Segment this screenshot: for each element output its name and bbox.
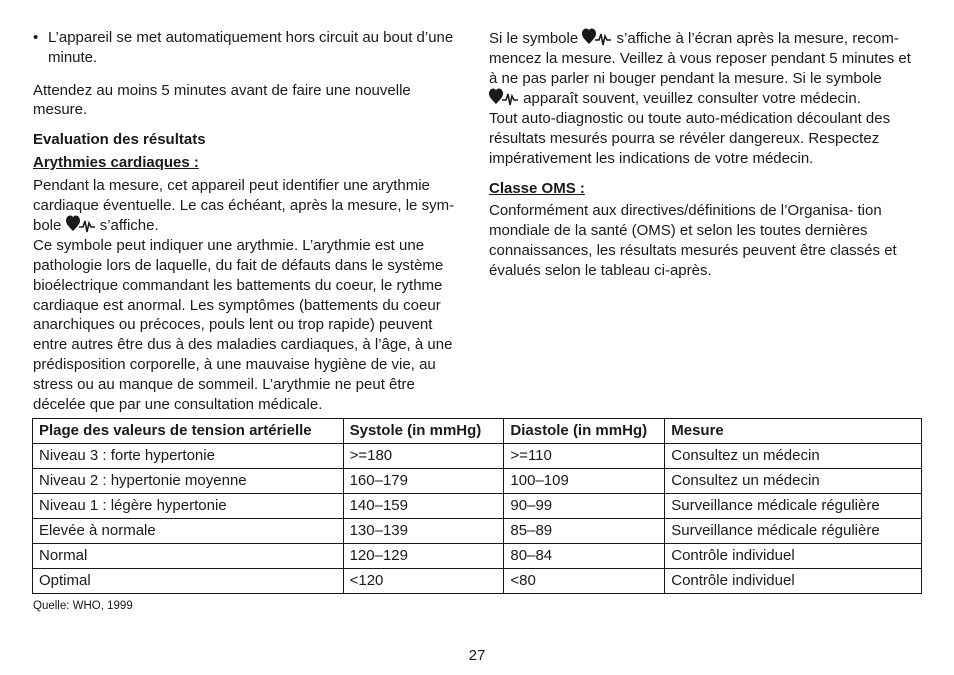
left-column	[33, 28, 463, 414]
cell-range: Niveau 1 : légère hypertonie	[33, 494, 344, 519]
cell-measure: Consultez un médecin	[665, 469, 922, 494]
cell-range: Niveau 2 : hypertonie moyenne	[33, 469, 344, 494]
cell-measure: Surveillance médicale régulière	[665, 494, 922, 519]
cell-systole: >=180	[343, 444, 504, 469]
arrhythmia-p1-before: Pendant la mesure, cet appareil peut identifier une arythmie cardiaque éventuelle. Le cas échéant, après la mesure, le sym- bole	[33, 176, 455, 235]
cell-systole: 140–159	[343, 494, 504, 519]
arrhythmia-p1-after: s’affiche.	[99, 217, 159, 235]
repeat-p1-before: Si le symbole	[489, 30, 579, 47]
cell-range: Normal	[33, 544, 344, 569]
table-header-row	[33, 419, 922, 444]
heart-with-pulse-icon	[582, 28, 612, 46]
evaluation-heading: Evaluation des résultats	[33, 131, 206, 149]
blood-pressure-table	[32, 418, 922, 594]
table-row	[33, 469, 922, 494]
table-row	[33, 494, 922, 519]
cell-systole: 160–179	[343, 469, 504, 494]
heart-with-pulse-icon	[489, 88, 519, 106]
arrhythmia-paragraph-2: Ce symbole peut indiquer une arythmie. L’arythmie est une pathologie lors de laquelle, du fait de défauts dans le système bioélectrique commandant les battements du coeur, le rythme cardiaque est anormal. Les symptômes (battements du coeur anarchiques ou précoces, pouls lent ou trop rapide) peuvent entre autres être dus à des maladies cardiaques, à l’âge, à une prédisposition corporelle, à une mauvaise hygiène de vie, au stress ou au manque de sommeil. L’arythmie ne peut être décelée que par une consultation médicale.	[33, 237, 453, 413]
cell-diastole: <80	[504, 569, 665, 594]
cell-diastole: 90–99	[504, 494, 665, 519]
cell-diastole: 80–84	[504, 544, 665, 569]
cell-measure: Consultez un médecin	[665, 444, 922, 469]
cell-systole: 120–129	[343, 544, 504, 569]
header-diastole: Diastole (in mmHg)	[504, 419, 665, 444]
repeat-measure-paragraph	[489, 28, 914, 109]
oms-paragraph: Conformément aux directives/définitions de l’Organisa- tion mondiale de la santé (OMS) et selon les toutes dernières connaissances, les résultats mesurés peuvent être classés et évalués selon le tableau ci-après.	[489, 202, 897, 279]
header-systole: Systole (in mmHg)	[343, 419, 504, 444]
table-source: Quelle: WHO, 1999	[33, 600, 133, 612]
arrhythmia-paragraph-1	[33, 176, 463, 236]
auto-off-bullet	[33, 28, 463, 68]
arrhythmia-heading: Arythmies cardiaques :	[33, 153, 199, 171]
cell-diastole: 85–89	[504, 519, 665, 544]
table-row	[33, 569, 922, 594]
cell-measure: Contrôle individuel	[665, 569, 922, 594]
cell-systole: 130–139	[343, 519, 504, 544]
table-row	[33, 544, 922, 569]
cell-measure: Contrôle individuel	[665, 544, 922, 569]
right-column	[489, 28, 914, 281]
bullet-dot: •	[33, 29, 39, 46]
repeat-p1-after: apparaît souvent, veuillez consulter votre médecin.	[523, 90, 861, 108]
auto-off-text: L’appareil se met automatiquement hors circuit au bout d’une minute.	[48, 29, 454, 66]
self-diagnosis-paragraph: Tout auto-diagnostic ou toute auto-médication découlant des résultats mesurés pourra se révéler dangereux. Respectez impérativement les indications de votre médecin.	[489, 110, 891, 167]
table-row	[33, 444, 922, 469]
wait-paragraph: Attendez au moins 5 minutes avant de faire une nouvelle mesure.	[33, 81, 411, 119]
heart-with-pulse-icon	[66, 215, 96, 233]
page-number: 27	[468, 647, 486, 664]
table-row	[33, 519, 922, 544]
cell-range: Niveau 3 : forte hypertonie	[33, 444, 344, 469]
cell-range: Elevée à normale	[33, 519, 344, 544]
cell-systole: <120	[343, 569, 504, 594]
cell-diastole: 100–109	[504, 469, 665, 494]
oms-heading: Classe OMS :	[489, 179, 585, 197]
cell-measure: Surveillance médicale régulière	[665, 519, 922, 544]
cell-range: Optimal	[33, 569, 344, 594]
header-range: Plage des valeurs de tension artérielle	[33, 419, 344, 444]
cell-diastole: >=110	[504, 444, 665, 469]
header-measure: Mesure	[665, 419, 922, 444]
repeat-p1-middle: s’affiche à l’écran après la mesure, recom- mencez la mesure. Veillez à vous reposer pendant 5 minutes et à ne pas parler ni bouger pendant la mesure. Si le symbole	[489, 30, 911, 87]
